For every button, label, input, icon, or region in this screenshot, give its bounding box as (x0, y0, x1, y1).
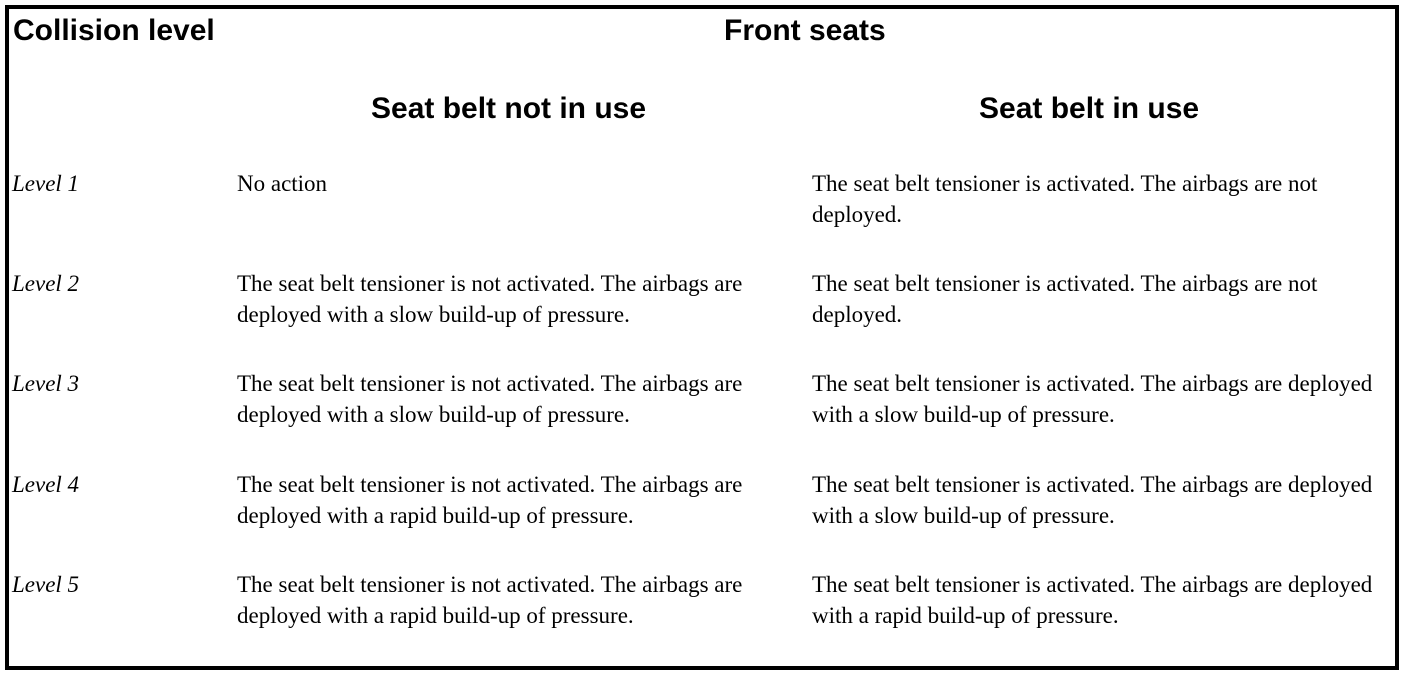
seat-belt-not-in-use-cell: The seat belt tensioner is not activated. The airbags are deployed with a rapid build-up of pressure. (237, 572, 743, 628)
table-row-level-5 (9, 569, 1395, 649)
collision-table (5, 5, 1399, 670)
seat-belt-not-in-use-cell: No action (237, 171, 328, 196)
table-row-level-2 (9, 268, 1395, 348)
header-seat-belt-in-use: Seat belt in use (979, 92, 1200, 125)
seat-belt-in-use-cell: The seat belt tensioner is activated. The airbags are deployed with a slow build-up of pressure. (812, 472, 1373, 528)
level-label: Level 3 (12, 371, 80, 396)
seat-belt-not-in-use-cell: The seat belt tensioner is not activated. The airbags are deployed with a rapid build-up of pressure. (237, 472, 743, 528)
seat-belt-not-in-use-cell: The seat belt tensioner is not activated. The airbags are deployed with a slow build-up of pressure. (237, 371, 743, 427)
level-label: Level 1 (12, 171, 80, 196)
table-row-level-3 (9, 368, 1395, 448)
header-front-seats: Front seats (724, 14, 886, 47)
header-seat-belt-not-in-use: Seat belt not in use (371, 92, 647, 125)
table-row-level-1 (9, 168, 1395, 248)
level-label: Level 4 (12, 472, 80, 497)
seat-belt-in-use-cell: The seat belt tensioner is activated. The airbags are deployed with a slow build-up of pressure. (812, 371, 1373, 427)
table-row-level-4 (9, 469, 1395, 549)
header-collision-level: Collision level (13, 14, 215, 47)
seat-belt-in-use-cell: The seat belt tensioner is activated. The airbags are deployed with a rapid build-up of pressure. (812, 572, 1373, 628)
seat-belt-in-use-cell: The seat belt tensioner is activated. The airbags are not deployed. (812, 271, 1318, 327)
seat-belt-not-in-use-cell: The seat belt tensioner is not activated. The airbags are deployed with a slow build-up of pressure. (237, 271, 743, 327)
seat-belt-in-use-cell: The seat belt tensioner is activated. The airbags are not deployed. (812, 171, 1318, 227)
level-label: Level 5 (12, 572, 80, 597)
level-label: Level 2 (12, 271, 80, 296)
